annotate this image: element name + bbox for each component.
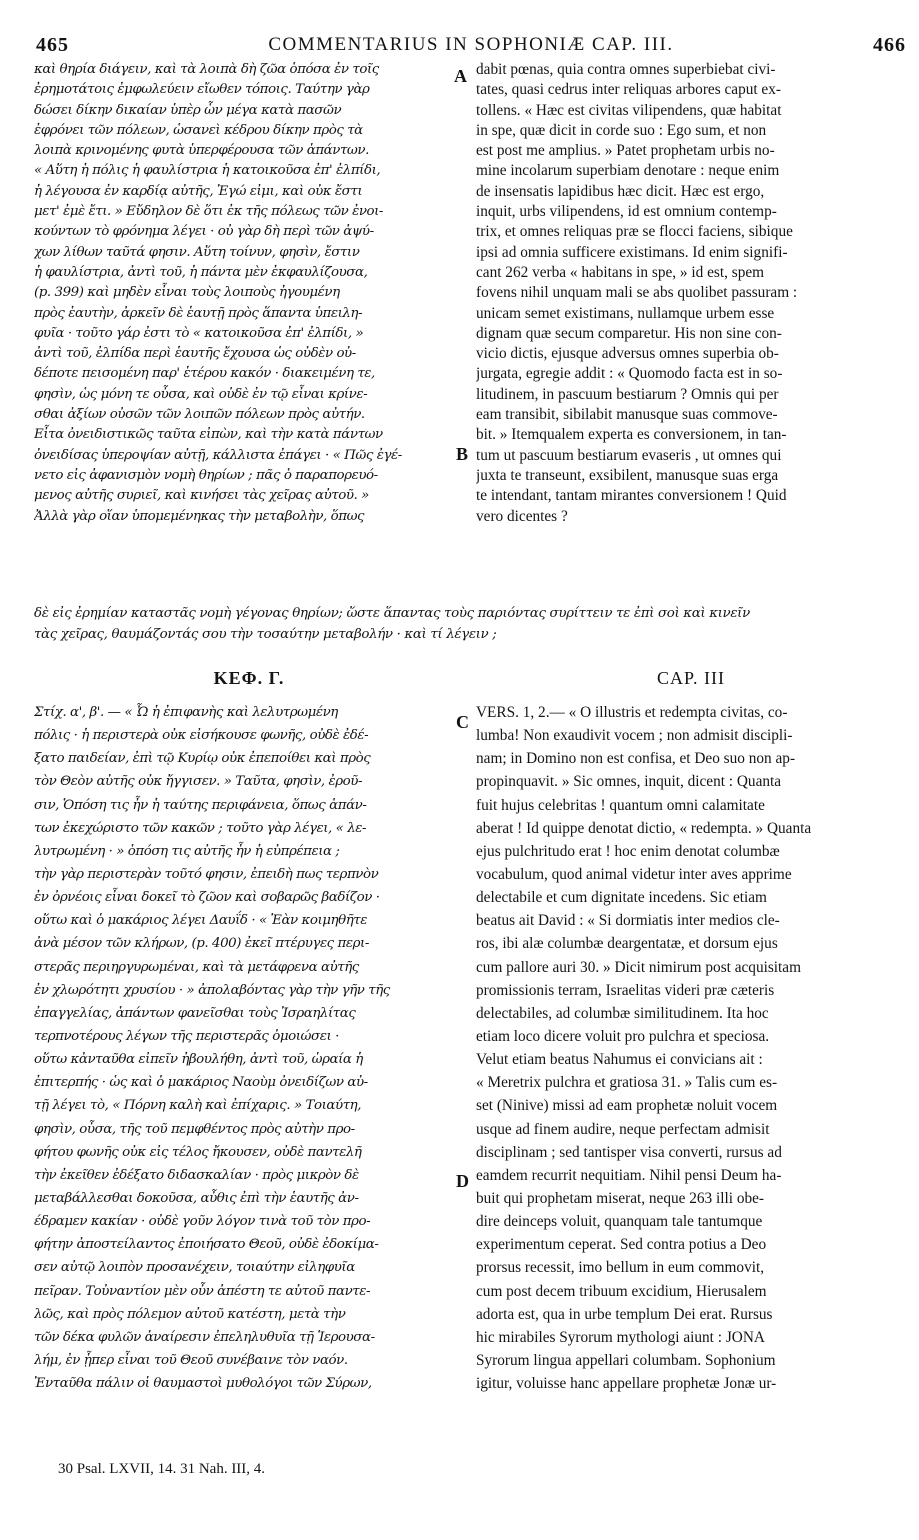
margin-marker-d: D — [456, 1171, 469, 1191]
text-line: delectabiles, ad columbæ similitudinem. Ita hoc — [476, 1004, 769, 1022]
text-line: Syrorum lingua appellari columbam. Sophonium — [476, 1351, 776, 1369]
text-line: λήμ, ἐν ᾗπερ εἶναι τοῦ Θεοῦ συνέβαινε τὸν ναόν. — [34, 1352, 348, 1368]
greek-spanning-lines — [34, 604, 908, 646]
text-line: bit. » Itemqualem experta es conversionem, in tan- — [476, 426, 787, 444]
text-line: prorsus recessit, imo bellum in eum commovit, — [476, 1259, 765, 1277]
text-line: VERS. 1, 2.— « O illustris et redempta civitas, co- — [476, 704, 788, 721]
text-line: τερπνοτέρους λέγων τῆς περιστερᾶς ὁμοιώσει · — [34, 1028, 339, 1044]
text-line: φυῖα · τοῦτο γάρ ἐστι τὸ « κατοικοῦσα ἐπ' ἐλπίδι, » — [34, 325, 364, 341]
text-line: φησὶν, οὖσα, τῆς τοῦ πεμφθέντος πρὸς αὐτὴν προ- — [34, 1121, 355, 1137]
text-line: τὸν Θεὸν αὐτῆς οὐκ ἤγγισεν. » Ταῦτα, φησὶν, ἐροῦ- — [34, 774, 363, 790]
text-line: adorta est, qua in urbe templum Dei erat. Rursus — [476, 1305, 773, 1323]
text-line: ἡ φαυλίστρια, ἀντὶ τοῦ, ἡ πάντα μὲν ἐκφαυλίζουσα, — [34, 264, 368, 280]
text-line: πρὸς ἑαυτὴν, ἀρκεῖν δὲ ἑαυτῇ πρὸς ἅπαντα ὑπειλη- — [34, 305, 363, 321]
text-line: usque ad finem audire, neque perfectam admisit — [476, 1120, 770, 1138]
text-line: aberat ! Id quippe denotat dictio, « redempta. » Quanta — [476, 819, 812, 837]
text-line: πεῖραν. Τοὐναντίον μὲν οὖν ἀπέστη τε αὐτοῦ παντε- — [34, 1283, 371, 1299]
text-line: δὲ εἰς ἐρημίαν καταστᾶς νομὴ γέγονας θηρίων; ὥστε ἅπαντας τοὺς παριόντας συρίττειν τε ἐπὶ σοὶ καὶ κινεῖν — [34, 606, 750, 621]
margin-marker-a: A — [454, 66, 467, 86]
text-line: nam; in Domino non est confisa, et Deo suo non ap- — [476, 750, 796, 768]
footnotes: 30 Psal. LXVII, 14. 31 Nah. III, 4. — [58, 1461, 266, 1477]
text-line: σεν αὐτῷ λοιπὸν προσανέχειν, τοιαύτην εἰληφυῖα — [34, 1260, 355, 1276]
text-line: vicio dictis, ejusque adversus omnes superbia ob- — [476, 345, 779, 363]
text-line: ejus pulchritudo erat ! hoc enim denotat columbæ — [476, 842, 780, 860]
text-line: οὕτω καὶ ὁ μακάριος λέγει Δαυΐδ · « Ἐὰν κοιμηθῆτε — [34, 913, 368, 929]
text-line: eam transibit, sibilabit manusque suas commove- — [476, 406, 778, 424]
text-line: οὕτω κἀνταῦθα εἰπεῖν ἠβουλήθη, ἀντὶ τοῦ, ὡραία ἡ — [34, 1052, 363, 1068]
text-line: propinquavit. » Sic omnes, inquit, dicent : Quanta — [476, 773, 782, 791]
text-line: beatus ait David : « Si dormiatis inter medios cle- — [476, 912, 780, 930]
text-line: tollens. « Hæc est civitas vilipendens, quæ habitat — [476, 101, 782, 119]
text-line: litudinem, in pascuum bestiarum ? Omnis qui per — [476, 385, 779, 403]
margin-marker-b: B — [456, 444, 469, 464]
text-line: Εἶτα ὀνειδιστικῶς ταῦτα εἰπὼν, καὶ τὴν κατὰ πάντων — [34, 427, 383, 443]
text-line: φήτην ἀποστείλαντος ἐποιήσατο Θεοῦ, οὐδὲ ἐδοκίμα- — [34, 1237, 379, 1253]
latin-column-top — [476, 60, 908, 602]
text-line: disciplinam ; sed tantisper visa converti, rursus ad — [476, 1143, 782, 1161]
text-line: σιν, Ὁπόση τις ἦν ἡ ταύτης περιφάνεια, ὅπως ἁπάν- — [34, 797, 367, 813]
text-line: experimentum ceperat. Sed contra potius a Deo — [476, 1236, 767, 1254]
running-header — [36, 34, 906, 58]
running-title: COMMENTARIUS IN SOPHONIÆ CAP. III. — [268, 34, 674, 55]
text-line: ἡ λέγουσα ἐν καρδίᾳ αὐτῆς, Ἐγώ εἰμι, καὶ οὐκ ἔστι — [34, 183, 363, 199]
text-line: est post me amplius. » Patet prophetam urbis no- — [476, 142, 775, 160]
text-line: λοιπὰ κρινομένης φυτὰ ὑπερφέρουσα τῶν ἁπάντων. — [34, 143, 369, 159]
text-line: eamdem recurrit nequitiam. Nihil pensi Deum ha- — [476, 1166, 782, 1184]
text-line: vocabulum, quod animal videtur inter aves apprime — [476, 865, 792, 883]
text-line: dignam quæ secum comparetur. His non sine con- — [476, 324, 782, 342]
latin-column-bottom — [476, 701, 908, 1453]
text-line: buit qui prophetam miserat, neque 263 illi obe- — [476, 1189, 765, 1207]
greek-column-top — [34, 60, 464, 602]
text-line: mine incolarum superbiam denotare : neque enim — [476, 162, 780, 180]
text-line: tates, quasi cedrus inter reliquas arbores caput ex- — [476, 81, 781, 99]
text-line: ἐν ὀρνέοις εἶναι δοκεῖ τὸ ζῶον καὶ σοβαρῶς βαδίζον · — [34, 890, 380, 906]
text-line: in spe, quæ dicit in corde suo : Ego sum, et non — [476, 121, 767, 139]
text-line: trix, et omnes reliquas præ se flocci faciens, sibique — [476, 223, 793, 241]
text-line: Ἀλλὰ γὰρ οἵαν ὑπομεμένηκας τὴν μεταβολὴν, ὅπως — [34, 508, 365, 524]
text-line: hic mirabiles Syrorum mythologi aiunt : JONA — [476, 1328, 765, 1346]
text-line: φησὶν, ὡς μόνη τε οὖσα, καὶ οὐδὲ ἐν τῷ εἶναι κρίνε- — [34, 386, 368, 402]
text-line: cum post decem tribuum excidium, Hierusalem — [476, 1282, 767, 1300]
text-line: (p. 399) καὶ μηδὲν εἶναι τοὺς λοιποὺς ἡγουμένη — [34, 285, 340, 301]
text-line: Ἐνταῦθα πάλιν οἱ θαυμαστοὶ μυθολόγοι τῶν Σύρων, — [34, 1376, 372, 1392]
text-line: tum ut pascuum bestiarum evaseris , ut omnes qui — [476, 446, 782, 464]
text-line: fovens nihil unquam mali se abs quolibet passuram : — [476, 284, 798, 302]
text-line: ἐρημοτάτοις ἐμφωλεύειν εἴωθεν τόποις. Ταύτην γὰρ — [34, 82, 370, 98]
text-line: de insensatis lapidibus hæc dicit. Hæc est ergo, — [476, 182, 765, 200]
text-line: τὴν ἐκεῖθεν ἐδέξατο διδασκαλίαν · πρὸς μικρὸν δὲ — [34, 1167, 359, 1183]
text-line: ros, ibi alæ columbæ deargentatæ, et dorsum ejus — [476, 935, 778, 953]
text-line: ἐπιτερπής · ὡς καὶ ὁ μακάριος Ναοὺμ ὀνειδίζων αὐ- — [34, 1075, 368, 1091]
text-line: νετο εἰς ἀφανισμὸν νομὴ θηρίων ; πᾶς ὁ παραπορευό- — [34, 467, 378, 483]
text-line: μενος αὐτῆς συριεῖ, καὶ κινήσει τὰς χεῖρας αὐτοῦ. » — [34, 488, 369, 504]
text-line: cum pallore auri 30. » Dicit nimirum post acquisitam — [476, 958, 801, 976]
text-line: στερᾶς περιηργυρωμέναι, καὶ τὰ μετάφρενα αὐτῆς — [34, 959, 359, 975]
text-line: δέποτε πεισομένη παρ' ἑτέρου κακόν · διακειμένη τε, — [34, 366, 375, 382]
text-line: jurgata, egregie addit : « Quomodo facta est in so- — [476, 365, 783, 383]
section-heading-latin: CAP. III — [656, 668, 725, 688]
text-line: φήτου φωνῆς οὐκ εἰς τέλος ἤκουσεν, οὐδὲ παντελῆ — [34, 1144, 362, 1160]
text-line: ἐφρόνει τῶν πόλεων, ὡσανεὶ κέδρου δίκην πρὸς τὰ — [34, 122, 363, 138]
text-line: τῶν δέκα φυλῶν ἀναίρεσιν ἐπεληλυθυῖα τῇ Ἱερουσα- — [34, 1329, 375, 1345]
text-line: te intendant, tantam mirantes conversionem ! Quid — [476, 487, 787, 505]
text-line: πόλις · ἡ περιστερὰ οὐκ εἰσήκουσε φωνῆς, οὐδὲ ἐδέ- — [34, 728, 369, 744]
text-line: etiam loco dicere voluit pro pulchra et speciosa. — [476, 1027, 770, 1045]
text-line: τὰς χεῖρας, θαυμάζοντάς σου τὴν τοσαύτην μεταβολήν · καὶ τί λέγειν ; — [34, 626, 497, 642]
text-line: delectabile et cum dignitate incedens. Sic etiam — [476, 889, 767, 907]
text-line: ἐπαγγελίας, ἁπάντων φανεῖσθαι τοὺς Ἰσραηλίτας — [34, 1005, 356, 1021]
text-line: έδραμεν κακίαν · οὐδὲ γοῦν λόγον τινὰ τοῦ τὸν προ- — [34, 1214, 371, 1230]
text-line: lumba! Non exaudivit vocem ; non admisit discipli- — [476, 727, 793, 745]
page-number-left: 465 — [36, 34, 69, 56]
text-line: fuit hujus celebritas ! quantum omni calamitate — [476, 796, 765, 814]
text-line: Velut etiam beatus Nahumus ei convicians ait : — [476, 1051, 763, 1069]
page-number-right: 466 — [873, 34, 906, 56]
section-heading-greek: ΚΕΦ. Γ. — [213, 668, 285, 688]
text-line: ὀνειδίσας ὑπεροψίαν αὐτῇ, κάλλιστα ἐπάγει · « Πῶς ἐγέ- — [34, 447, 402, 463]
text-line: των ἐκεχώριστο τῶν κακῶν ; τοῦτο γὰρ λέγει, « λε- — [34, 820, 367, 836]
text-line: « Meretrix pulchra et gratiosa 31. » Talis cum es- — [476, 1074, 778, 1092]
text-line: inquit, urbs vilipendens, id est omnium contemp- — [476, 203, 777, 221]
text-line: λῶς, καὶ πρὸς πόλεμον αὐτοῦ κατέστη, μετὰ τὴν — [34, 1306, 346, 1322]
text-line: χων λίθων ταῦτά φησιν. Αὕτη τοίνυν, φησὶν, ἔστιν — [34, 244, 360, 260]
margin-marker-c: C — [456, 712, 469, 732]
text-line: τῇ λέγει τὸ, « Πόρνη καλὴ καὶ ἐπίχαρις. » Τοιαύτη, — [34, 1098, 362, 1114]
text-line: μεταβάλλεσθαι δοκοῦσα, αὖθις ἐπὶ τὴν ἑαυτῆς ἀν- — [34, 1190, 359, 1206]
text-line: κούντων τὸ φρόνημα λέγει · οὐ γὰρ δὴ περὶ τῶν ἀψύ- — [34, 224, 374, 240]
text-line: ἀντὶ τοῦ, ἐλπίδα περὶ ἑαυτῆς ἔχουσα ὡς οὐδὲν οὐ- — [34, 346, 356, 362]
text-line: μετ' ἐμὲ ἔτι. » Εὔδηλον δὲ ὅτι ἐκ τῆς πόλεως τῶν ἐνοι- — [34, 204, 384, 220]
text-line: cant 262 verba « habitans in spe, » id est, spem — [476, 263, 765, 281]
greek-column-bottom — [34, 701, 464, 1453]
text-line: set (Ninive) missi ad eam prophetæ noluit vocem — [476, 1097, 778, 1115]
text-line: ἐν χλωρότητι χρυσίου · » ἀπολαβόντας γὰρ τὴν γῆν τῆς — [34, 982, 390, 998]
text-line: δώσει δίκην δικαίαν ὑπὲρ ὧν μέγα κατὰ πασῶν — [34, 102, 342, 118]
text-line: dire deinceps voluit, quanquam tale tantumque — [476, 1213, 763, 1231]
text-line: λυτρωμένη · » ὁπόση τις αὐτῆς ἦν ἡ εὐπρέπεια ; — [34, 843, 340, 859]
text-line: promissionis terram, Israelitas videri præ cæteris — [476, 981, 775, 999]
text-line: ξατο παιδείαν, ἐπὶ τῷ Κυρίῳ οὐκ ἐπεποίθει καὶ πρὸς — [34, 751, 371, 767]
text-line: Στίχ. α', β'. — « Ὦ ἡ ἐπιφανὴς καὶ λελυτρωμένη — [34, 705, 338, 720]
text-line: ἀνὰ μέσον τῶν κλήρων, (p. 400) ἐκεῖ πτέρυγες περι- — [34, 936, 369, 952]
text-line: καὶ θηρία διάγειν, καὶ τὰ λοιπὰ δὴ ζῶα ὁπόσα ἐν τοῖς — [34, 62, 379, 77]
text-line: ipsi ad omnia sufficere existimans. Id enim signifi- — [476, 243, 788, 261]
text-line: unicam semet existimans, nullamque urbem esse — [476, 304, 775, 322]
text-line: σθαι ἀξίων οὐσῶν τῶν λοιπῶν πόλεων πρὸς αὐτήν. — [34, 407, 365, 423]
text-line: τὴν γὰρ περιστερὰν τοῦτό φησιν, ἐπειδὴ πως τερπνὸν — [34, 866, 379, 882]
text-line: igitur, voluisse hanc appellare prophetæ Jonæ ur- — [476, 1375, 777, 1393]
text-line: juxta te transeunt, exsibilent, manusque suas erga — [476, 466, 779, 484]
text-line: « Αὕτη ἡ πόλις ἡ φαυλίστρια ἡ κατοικοῦσα ἐπ' ἐλπίδι, — [34, 163, 381, 179]
text-line: dabit pœnas, quia contra omnes superbiebat civi- — [476, 61, 776, 78]
text-line: vero dicentes ? — [476, 507, 568, 525]
